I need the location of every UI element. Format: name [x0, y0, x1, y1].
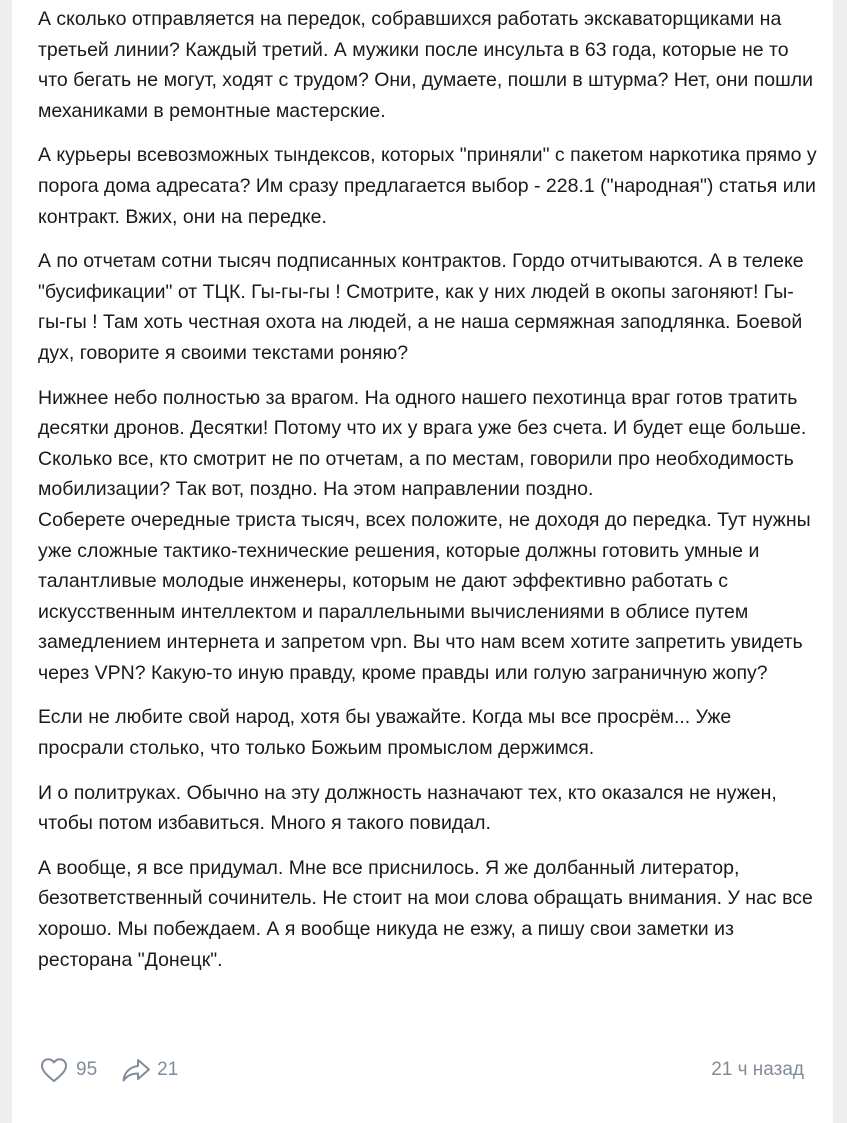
like-count: 95: [76, 1059, 98, 1080]
post-text: [38, 4, 818, 989]
post-paragraph: Соберете очередные триста тысяч, всех положите, не доходя до передка. Тут нужны уже сложные тактико-технические решения, которые должны готовить умные и талантливые молодые инженеры, которым не дают эффективно работать с искусственным интеллектом и параллельными вычислениями в облисе путем замедлением интернета и запретом vpn. Вы что нам всем хотите запретить увидеть через VPN? Какую-то иную правду, кроме правды или голую заграничную жопу?: [38, 508, 811, 684]
share-button[interactable]: [121, 1057, 178, 1083]
post-paragraph: А курьеры всевозможных тындексов, которых "приняли" с пакетом наркотика прямо у порога дома адресата? Им сразу предлагается выбор - 228.1 ("народная") статья или контракт. Вжих, они на передке.: [38, 144, 817, 228]
post-paragraph: Нижнее небо полностью за врагом. На одного нашего пехотинца враг готов тратить десятки дронов. Десятки! Потому что их у врага уже без счета. И будет еще больше. Сколько все, кто смотрит не по отчетам, а по местам, говорили про необходимость мобилизации? Так вот, поздно. На этом направлении поздно.: [38, 386, 807, 501]
post-paragraph: И о политруках. Обычно на эту должность назначают тех, кто оказался не нужен, чтобы потом избавиться. Много я такого повидал.: [38, 781, 777, 835]
share-arrow-icon: [121, 1057, 151, 1083]
post-footer: [40, 1054, 804, 1086]
post-paragraph: А по отчетам сотни тысяч подписанных контрактов. Гордо отчитываются. А в телеке "бусификации" от ТЦК. Гы-гы-гы ! Смотрите, как у них людей в окопы загоняют! Гы-гы-гы ! Там хоть честная охота на людей, а не наша сермяжная заподлянка. Боевой дух, говорите я своими текстами роняю?: [38, 250, 804, 364]
post-paragraph: А вообще, я все придумал. Мне все приснилось. Я же долбанный литератор, безответственный сочинитель. Не стоит на мои слова обращать внимания. У нас все хорошо. Мы побеждаем. А я вообще никуда не езжу, а пишу свои заметки из ресторана "Донецк".: [38, 856, 813, 971]
share-count: 21: [157, 1059, 179, 1080]
heart-outline-icon: [40, 1057, 68, 1083]
post-timestamp[interactable]: 21 ч назад: [711, 1059, 804, 1080]
post-paragraph: А сколько отправляется на передок, собравшихся работать экскаваторщиками на третьей линии? Каждый третий. А мужики после инсульта в 63 года, которые не то что бегать не могут, ходят с трудом? Они, думаете, пошли в штурма? Нет, они пошли механиками в ремонтные мастерские.: [38, 8, 813, 122]
post-card: [12, 0, 833, 1123]
post-paragraph: Если не любите свой народ, хотя бы уважайте. Когда мы все просрём... Уже просрали столько, что только Божьим промыслом держимся.: [38, 706, 732, 760]
like-button[interactable]: [40, 1057, 97, 1083]
